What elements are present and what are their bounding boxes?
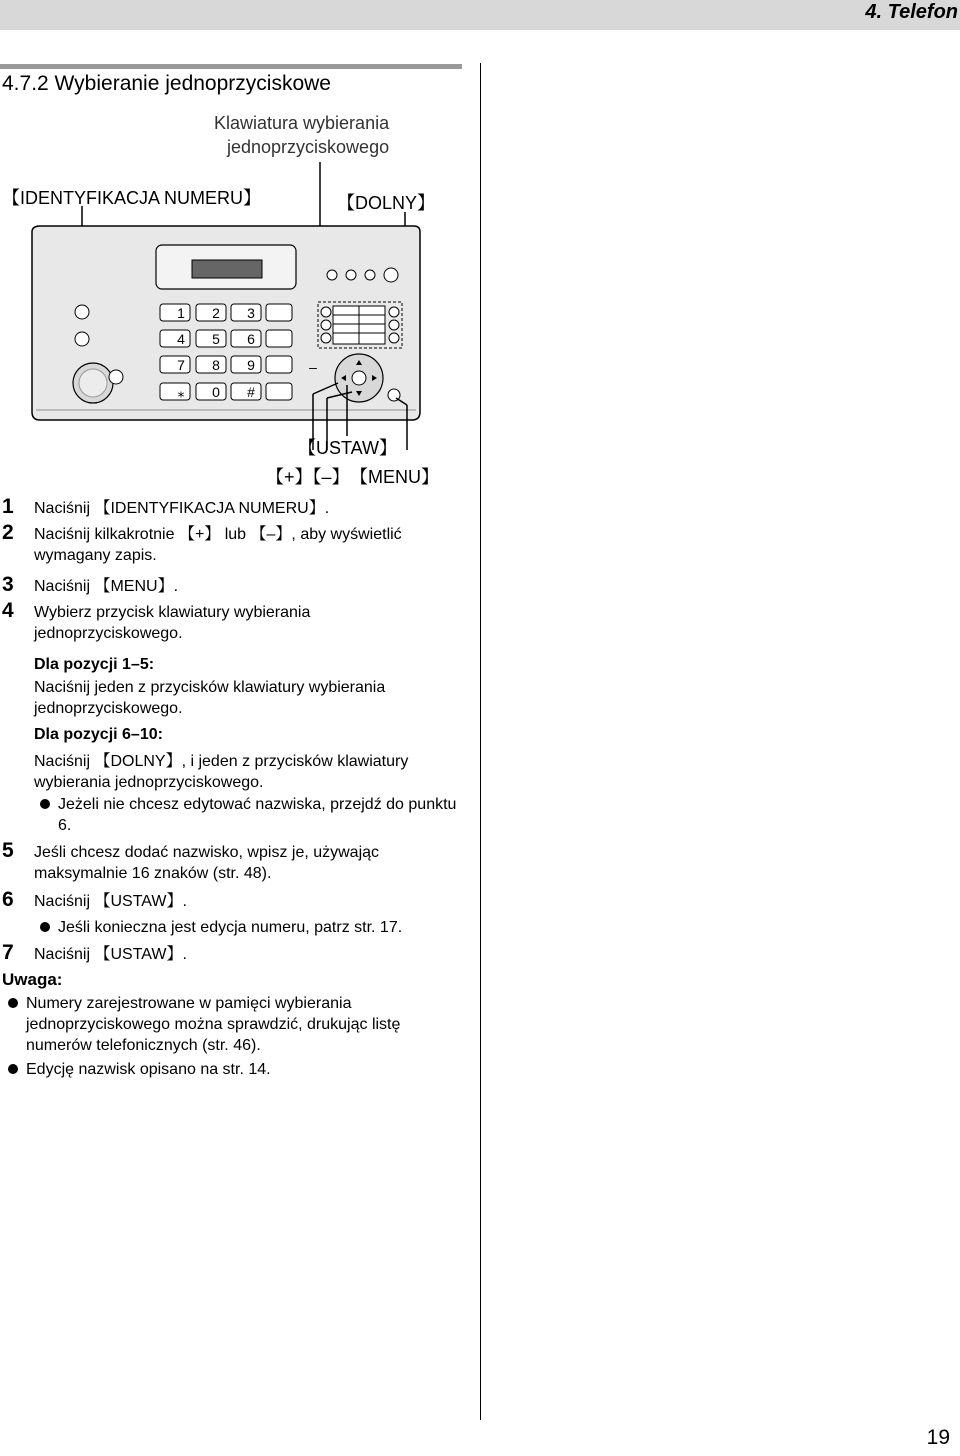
- key-star: ⁎: [177, 384, 185, 400]
- dolny-callout: 【DOLNY】: [337, 193, 436, 213]
- key-2: 2: [212, 305, 220, 321]
- step-text: Jeśli chcesz dodać nazwisko, wpisz je, używając maksymalnie 16 znaków (str. 48).: [34, 844, 380, 882]
- bullet-edit-number: [40, 917, 470, 938]
- step-text: Naciśnij 【USTAW】.: [34, 946, 187, 963]
- note-item-2: [8, 1059, 448, 1080]
- subhead-positions-6-10: Dla pozycji 6–10:: [34, 726, 163, 743]
- step-number: 3: [2, 573, 14, 596]
- minus-mark: –: [309, 359, 317, 375]
- step-number: 1: [2, 495, 14, 518]
- chapter-title: 4. Telefon: [865, 1, 958, 23]
- section-rule: [0, 64, 462, 69]
- key-0: 0: [212, 384, 220, 400]
- ustaw-callout: 【USTAW】: [298, 438, 397, 458]
- bullet-icon: [40, 922, 50, 932]
- bullet-skip-name: [40, 794, 460, 836]
- step-text: Naciśnij 【MENU】.: [34, 578, 179, 595]
- step-1: [0, 495, 470, 519]
- step-6: [0, 888, 470, 912]
- step-number: 5: [2, 839, 14, 862]
- note-text: Numery zarejestrowane w pamięci wybierania jednoprzyciskowego można sprawdzić, drukując listę numerów telefonicznych (str. 46).: [26, 995, 401, 1054]
- bullet-text: Jeśli konieczna jest edycja numeru, patrz str. 17.: [58, 919, 403, 936]
- keypad-callout-line2: jednoprzyciskowego: [227, 137, 390, 157]
- menu-callout: 【MENU】: [350, 467, 439, 487]
- identyfikacja-callout: 【IDENTYFIKACJA NUMERU】: [2, 188, 262, 208]
- step-number: 7: [2, 941, 14, 964]
- step-2: [0, 521, 470, 566]
- notes-title: Uwaga:: [2, 970, 63, 989]
- step-3: [0, 573, 470, 597]
- header-bar: [0, 0, 960, 30]
- note-item-1: [8, 993, 448, 1056]
- key-9: 9: [247, 357, 255, 373]
- para-positions-6-10: Naciśnij 【DOLNY】, i jeden z przycisków klawiatury wybierania jednoprzyciskowego.: [34, 753, 409, 791]
- key-hash: #: [247, 384, 255, 400]
- section-title: 4.7.2 Wybieranie jednoprzyciskowe: [2, 72, 331, 95]
- key-7: 7: [177, 357, 185, 373]
- step-text: Naciśnij 【IDENTYFIKACJA NUMERU】.: [34, 500, 330, 517]
- key-4: 4: [177, 331, 185, 347]
- step-7: [0, 941, 470, 965]
- bullet-icon: [8, 1064, 18, 1074]
- note-text: Edycję nazwisk opisano na str. 14.: [26, 1061, 271, 1078]
- key-5: 5: [212, 331, 220, 347]
- bullet-text: Jeżeli nie chcesz edytować nazwiska, przejdź do punktu 6.: [58, 796, 457, 834]
- step-text: Naciśnij 【USTAW】.: [34, 893, 187, 910]
- step-number: 2: [2, 521, 14, 544]
- key-3: 3: [247, 305, 255, 321]
- page-number: 19: [926, 1426, 950, 1449]
- key-1: 1: [177, 305, 185, 321]
- bullet-icon: [8, 998, 18, 1008]
- step-4: [0, 599, 470, 644]
- keypad-callout-line1: Klawiatura wybierania: [214, 113, 390, 133]
- plus-minus-callout: 【+】【–】: [266, 467, 350, 487]
- step-text: Naciśnij kilkakrotnie 【+】 lub 【–】, aby wyświetlić wymagany zapis.: [34, 526, 402, 564]
- subhead-positions-1-5: Dla pozycji 1–5:: [34, 656, 155, 673]
- para-positions-1-5: Naciśnij jeden z przycisków klawiatury wybierania jednoprzyciskowego.: [34, 679, 386, 717]
- step-number: 6: [2, 888, 14, 911]
- step-text: Wybierz przycisk klawiatury wybierania jednoprzyciskowego.: [34, 604, 311, 642]
- step-number: 4: [2, 599, 14, 622]
- key-8: 8: [212, 357, 220, 373]
- bullet-icon: [40, 799, 50, 809]
- key-6: 6: [247, 331, 255, 347]
- column-divider: [480, 63, 481, 1420]
- fax-panel-diagram: [0, 150, 470, 450]
- step-5: [0, 839, 470, 884]
